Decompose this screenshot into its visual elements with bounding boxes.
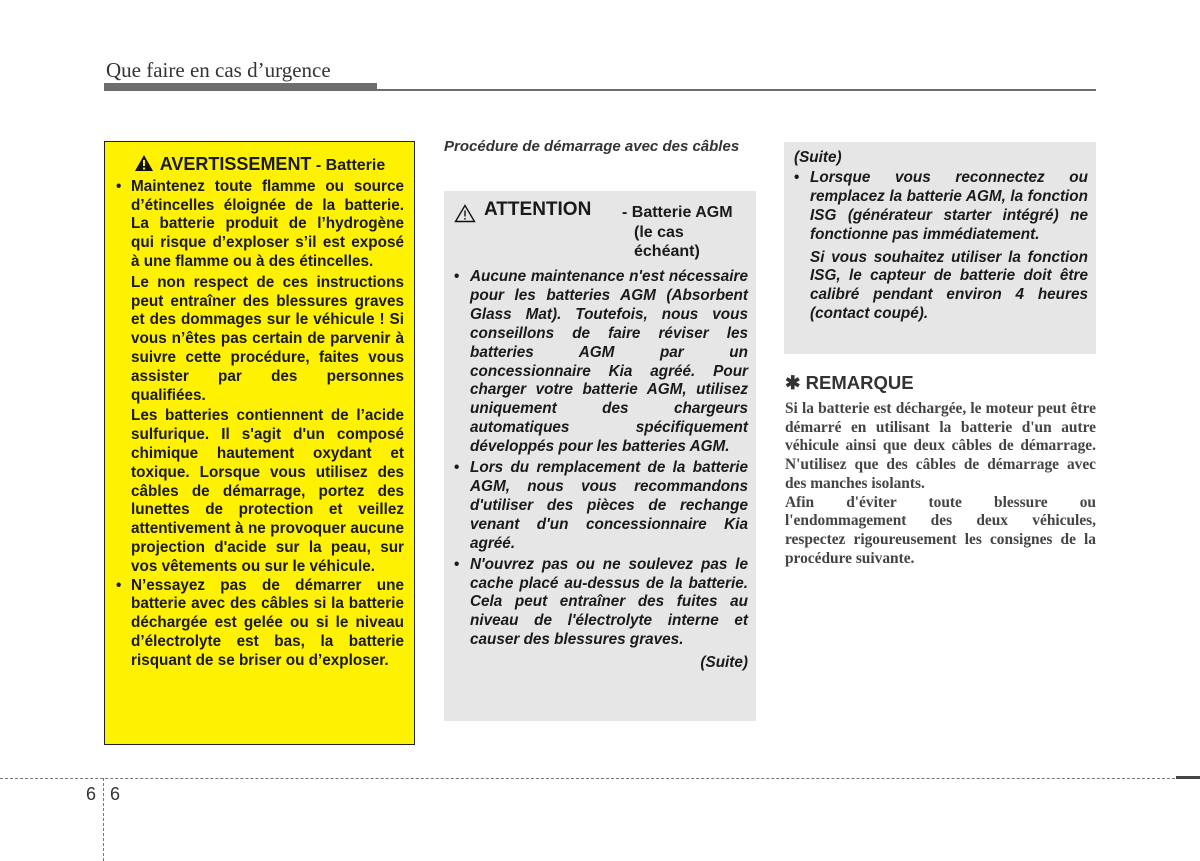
attention-box bbox=[444, 191, 756, 721]
section-heading: Procédure de démarrage avec des câbles bbox=[444, 138, 740, 155]
attention-list bbox=[454, 268, 748, 650]
warning-list bbox=[115, 178, 404, 671]
attention-subtitle-line: (le cas bbox=[634, 223, 684, 241]
header-rule-thick bbox=[104, 83, 377, 91]
footer-vertical-dashed-rule bbox=[103, 778, 104, 861]
attention-subtitle bbox=[622, 203, 733, 262]
list-item: • Lors du remplacement de la batterie AGM, nous vous recommandons d'utiliser des pièces de rechange venant d'un concessionnaire Kia agréé. bbox=[454, 459, 748, 554]
warning-title bbox=[115, 154, 404, 176]
page-number: 6 bbox=[110, 784, 121, 804]
remark-title-text: REMARQUE bbox=[805, 372, 914, 393]
attention-title: ATTENTION bbox=[484, 199, 592, 220]
list-item: • N'ouvrez pas ou ne soulevez pas le cache placé au-dessus de la batterie. Cela peut entraîner des fuites au niveau de l'électrolyte interne et causer des blessures graves. bbox=[454, 556, 748, 651]
footer-rule-end bbox=[1176, 776, 1200, 779]
page-header-title: Que faire en cas d’urgence bbox=[106, 58, 331, 82]
warning-box bbox=[104, 141, 415, 745]
warning-paragraph: • N’essayez pas de démarrer une batterie avec des câbles si la batterie déchargée est gelée ou si le niveau d’électrolyte est bas, la batterie risquant de se briser ou d’exploser. bbox=[131, 576, 404, 669]
attention-subtitle-line: échéant) bbox=[634, 243, 700, 260]
warning-title-main: AVERTISSEMENT bbox=[159, 154, 312, 174]
asterisk-icon: ✱ bbox=[785, 372, 801, 393]
continued-label: (Suite) bbox=[794, 149, 842, 166]
attention-subtitle-line: - Batterie AGM bbox=[622, 204, 733, 221]
remark-paragraph: Si la batterie est déchargée, le moteur peut être démarré en utilisant la batterie d'un autre véhicule ainsi que deux câbles de démarrage. N'utilisez que des câbles de démarrage avec des manches isolants. bbox=[785, 400, 1096, 492]
list-item bbox=[115, 178, 404, 577]
continuation-paragraph: Si vous souhaitez utiliser la fonction ISG, le capteur de batterie doit être calibré pendant environ 4 heures (contact coupé). bbox=[810, 248, 1088, 323]
continued-label: (Suite) bbox=[700, 654, 748, 672]
warning-paragraph: • Maintenez toute flamme ou source d’étincelles éloignée de la batterie. La batterie produit de l’hydrogène qui risque d’exploser s’il est exposé à une flamme ou à des étincelles. bbox=[131, 177, 404, 270]
attention-header bbox=[454, 201, 748, 268]
continuation-box bbox=[784, 142, 1096, 354]
warning-paragraph: Les batteries contiennent de l’acide sulfurique. Il s'agit d'un composé chimique hautement oxydant et toxique. Lorsque vous utilisez des câbles de démarrage, portez des lunettes de protection et veillez attentivement à ne provoquer aucune projection d'acide sur la peau, sur vos vêtements ou sur le véhicule. bbox=[131, 407, 404, 575]
header-rule-thin bbox=[377, 89, 1096, 91]
list-item: • Aucune maintenance n'est nécessaire pour les batteries AGM (Absorbent Glass Mat). Toutefois, nous vous conseillons de faire réviser les batteries AGM par un concessionnaire Kia agréé. Pour charger votre batterie AGM, utilisez uniquement des chargeurs automatiques spécifiquement développés pour les batteries AGM. bbox=[454, 268, 748, 457]
remark-paragraph: Afin d'éviter toute blessure ou l'endommagement des deux véhicules, respectez rigoureusement les consignes de la procédure suivante. bbox=[785, 493, 1096, 567]
warning-title-sub: - Batterie bbox=[311, 157, 386, 174]
remark-body bbox=[785, 400, 1096, 568]
warning-paragraph: Le non respect de ces instructions peut entraîner des blessures graves et des dommages sur le véhicule ! Si vous n’êtes pas certain de parvenir à suivre cette procédure, faites vous assister par des personnes qualifiées. bbox=[131, 273, 404, 404]
chapter-number: 6 bbox=[86, 784, 97, 804]
continuation-list bbox=[794, 169, 1088, 245]
list-item: • Lorsque vous reconnectez ou remplacez la batterie AGM, la fonction ISG (générateur starter intégré) ne fonctionne pas immédiatement. bbox=[794, 169, 1088, 245]
warning-triangle-icon bbox=[134, 154, 154, 172]
remark-title bbox=[785, 372, 914, 394]
footer-dashed-rule bbox=[0, 778, 1200, 779]
list-item bbox=[115, 577, 404, 671]
attention-triangle-icon bbox=[454, 204, 476, 223]
